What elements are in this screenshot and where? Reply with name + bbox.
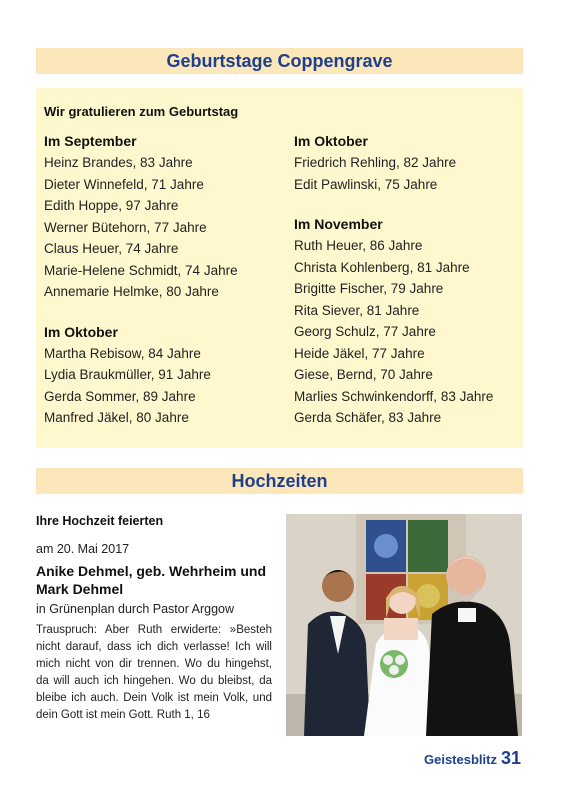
birthday-entry: Friedrich Rehling, 82 Jahre bbox=[294, 155, 457, 170]
weddings-title: Hochzeiten bbox=[36, 468, 523, 494]
page-number: 31 bbox=[500, 748, 521, 768]
birthday-entry: Christa Kohlenberg, 81 Jahre bbox=[294, 259, 470, 275]
month-heading: Im Oktober bbox=[44, 323, 118, 340]
wedding-verse: Trauspruch: Aber Ruth erwiderte: »Besteh nicht darauf, dass ich dich verlasse! Ich will mich nicht von dir trennen. Wo du hingehst, da will auch ich hingehen. Wo du bleibst, da bleibe ich auch. Dein Volk ist mein Volk, und dein Gott ist mein Gott. Ruth 1, 16 bbox=[36, 624, 272, 721]
wedding-photo bbox=[286, 514, 522, 736]
wedding-couple: Anike Dehmel, geb. Wehrheim und Mark Dehmel bbox=[36, 563, 267, 597]
wedding-place: in Grünenplan durch Pastor Arggow bbox=[36, 602, 235, 616]
birthday-entry: Georg Schulz, 77 Jahre bbox=[294, 324, 436, 339]
birthday-entry: Ruth Heuer, 86 Jahre bbox=[294, 238, 423, 253]
birthday-entry: Dieter Winnefeld, 71 Jahre bbox=[44, 176, 204, 192]
birthdays-title: Geburtstage Coppengrave bbox=[36, 48, 523, 74]
birthday-entry: Manfred Jäkel, 80 Jahre bbox=[44, 410, 189, 425]
birthday-entry: Martha Rebisow, 84 Jahre bbox=[44, 345, 201, 361]
birthday-entry: Gerda Sommer, 89 Jahre bbox=[44, 388, 196, 404]
birthday-entry: Giese, Bernd, 70 Jahre bbox=[294, 367, 433, 382]
birthday-entry: Brigitte Fischer, 79 Jahre bbox=[294, 281, 444, 296]
birthday-entry: Edith Hoppe, 97 Jahre bbox=[44, 198, 179, 213]
birthday-entry: Edit Pawlinski, 75 Jahre bbox=[294, 176, 438, 192]
birthday-entry: Marie-Helene Schmidt, 74 Jahre bbox=[44, 262, 238, 278]
birthday-entry: Gerda Schäfer, 83 Jahre bbox=[294, 410, 442, 425]
section-gap bbox=[294, 195, 493, 213]
birthday-entry: Annemarie Helmke, 80 Jahre bbox=[44, 284, 219, 299]
birthday-entry: Werner Bütehorn, 77 Jahre bbox=[44, 219, 207, 235]
month-heading: Im September bbox=[44, 133, 137, 149]
birthday-entry: Lydia Braukmüller, 91 Jahre bbox=[44, 367, 211, 382]
birthday-panel bbox=[36, 88, 523, 448]
page-footer bbox=[424, 748, 521, 769]
wedding-date: am 20. Mai 2017 bbox=[36, 542, 130, 556]
month-heading: Im November bbox=[294, 216, 383, 232]
section-gap bbox=[44, 303, 238, 321]
month-heading: Im Oktober bbox=[294, 133, 368, 149]
birthday-entry: Heide Jäkel, 77 Jahre bbox=[294, 345, 425, 361]
birthday-intro: Wir gratulieren zum Geburtstag bbox=[44, 104, 239, 119]
magazine-name: Geistesblitz bbox=[424, 752, 497, 767]
wedding-label: Ihre Hochzeit feierten bbox=[36, 514, 164, 528]
birthday-entry: Heinz Brandes, 83 Jahre bbox=[44, 155, 193, 170]
birthday-entry: Marlies Schwinkendorff, 83 Jahre bbox=[294, 388, 494, 404]
birthday-left-column bbox=[44, 130, 238, 429]
birthday-entry: Rita Siever, 81 Jahre bbox=[294, 302, 420, 318]
birthday-entry: Claus Heuer, 74 Jahre bbox=[44, 241, 179, 256]
wedding-photo-illustration bbox=[286, 514, 522, 736]
birthday-right-column bbox=[294, 130, 493, 429]
